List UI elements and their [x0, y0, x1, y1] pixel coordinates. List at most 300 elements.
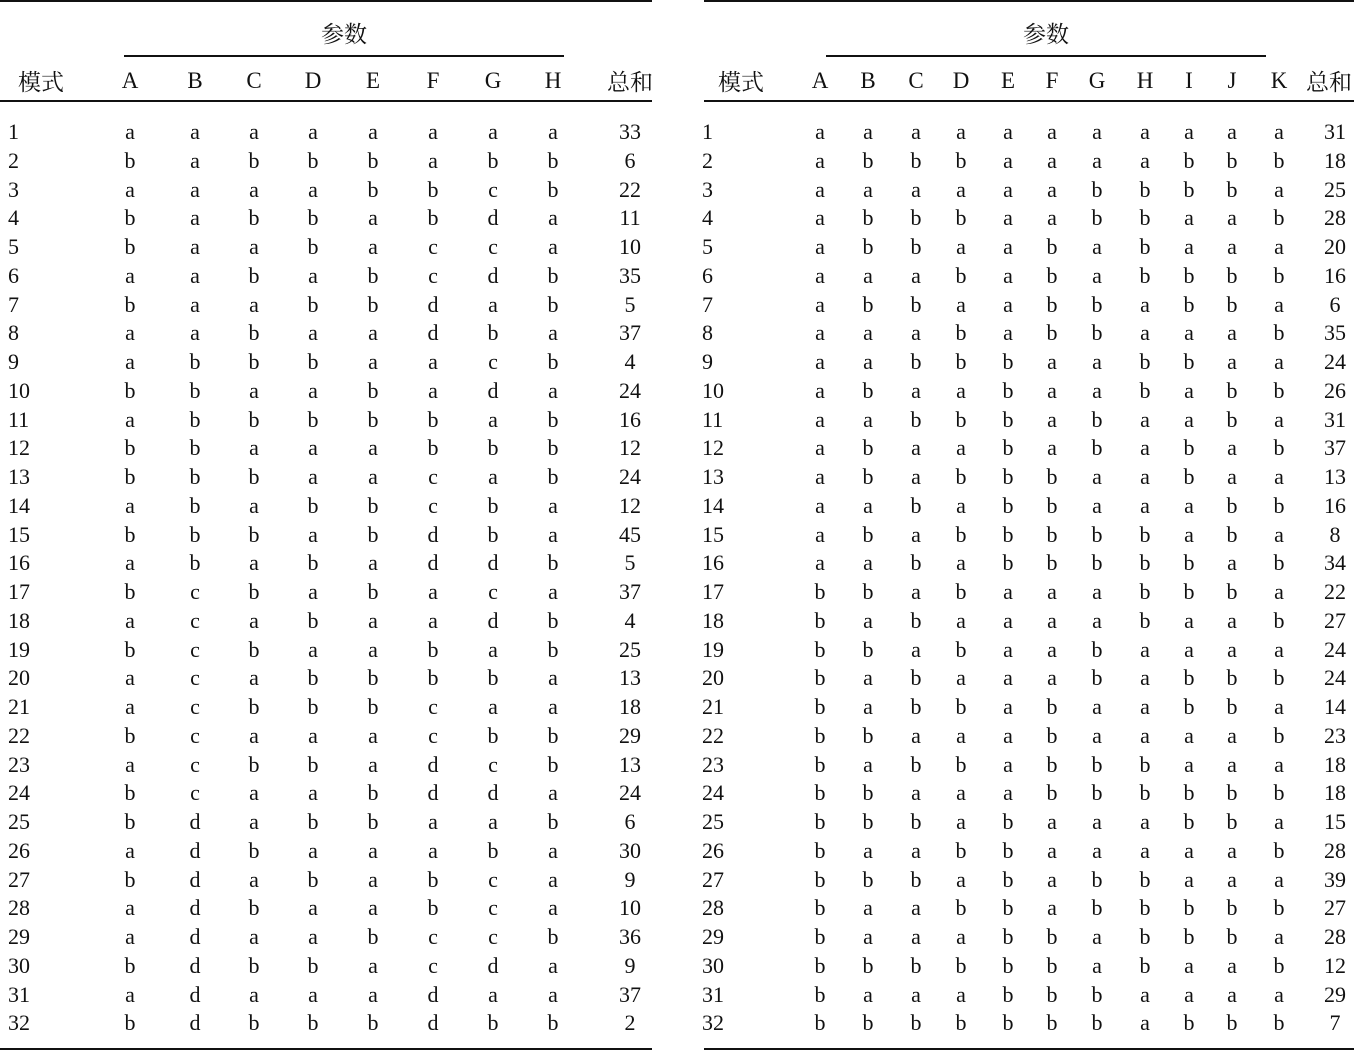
param-value-a: a [815, 320, 825, 346]
param-value-c: a [911, 119, 921, 144]
total-value: 9 [624, 952, 636, 978]
total-value: 10 [619, 895, 641, 921]
param-value-i: b [1183, 176, 1195, 202]
total-value: 24 [619, 377, 641, 403]
total-value: 37 [1324, 435, 1346, 461]
param-value-h: a [548, 492, 558, 518]
param-value-b: a [863, 262, 873, 288]
param-value-i: b [1183, 464, 1195, 489]
total-value: 18 [619, 694, 641, 719]
param-value-g: a [1092, 694, 1102, 719]
param-value-i: a [1184, 981, 1194, 1007]
param-value-g: a [488, 809, 498, 834]
param-value-h: b [1139, 780, 1151, 806]
mode-number: 3 [702, 176, 713, 202]
total-value: 2 [624, 1010, 636, 1036]
param-value-b: d [189, 981, 201, 1007]
param-value-b: b [189, 464, 201, 489]
param-value-a: b [124, 866, 136, 892]
param-value-i: b [1183, 147, 1195, 173]
param-value-h: a [1140, 320, 1150, 346]
param-value-e: b [1002, 866, 1014, 892]
param-value-a: b [814, 579, 826, 604]
total-value: 27 [1324, 607, 1346, 633]
param-value-k: a [1274, 234, 1284, 259]
param-value-g: b [1091, 291, 1103, 317]
total-value: 11 [619, 205, 641, 231]
param-value-g: a [1092, 809, 1102, 834]
param-value-a: a [125, 924, 135, 949]
param-value-f: a [428, 579, 438, 604]
param-value-a: b [124, 234, 136, 259]
param-value-j: a [1227, 607, 1237, 633]
param-value-g: a [488, 981, 498, 1007]
param-value-i: a [1184, 722, 1194, 748]
param-value-h: b [547, 722, 559, 748]
param-value-d: b [955, 1010, 967, 1036]
total-value: 16 [619, 406, 641, 432]
param-value-d: a [308, 176, 318, 202]
param-value-d: b [955, 349, 967, 374]
param-value-b: a [863, 665, 873, 691]
param-value-e: a [368, 837, 378, 863]
param-value-d: b [955, 636, 967, 662]
param-value-a: b [814, 636, 826, 662]
mode-number: 15 [702, 521, 724, 547]
param-value-g: b [1091, 780, 1103, 806]
param-value-d: b [955, 464, 967, 489]
param-value-a: a [125, 492, 135, 518]
param-value-c: b [910, 234, 922, 259]
group-header-params: 参数 [321, 22, 367, 47]
param-value-f: b [1046, 464, 1058, 489]
param-value-g: a [488, 119, 498, 144]
param-value-d: a [956, 809, 966, 834]
param-value-a: a [815, 291, 825, 317]
param-value-a: b [814, 1010, 826, 1036]
param-value-b: a [863, 981, 873, 1007]
param-value-f: a [1047, 665, 1057, 691]
param-value-g: b [487, 665, 499, 691]
param-value-d: a [956, 665, 966, 691]
param-value-c: a [911, 780, 921, 806]
param-value-h: a [548, 234, 558, 259]
param-value-d: a [308, 981, 318, 1007]
param-value-c: b [910, 1010, 922, 1036]
param-value-i: b [1183, 924, 1195, 949]
param-value-j: a [1227, 981, 1237, 1007]
param-value-f: c [428, 722, 438, 748]
param-value-a: a [815, 406, 825, 432]
param-value-k: b [1273, 1010, 1285, 1036]
param-value-a: b [124, 464, 136, 489]
param-value-h: a [548, 694, 558, 719]
param-value-k: a [1274, 751, 1284, 777]
param-value-d: a [956, 176, 966, 202]
param-value-g: a [1092, 837, 1102, 863]
mode-number: 20 [702, 665, 724, 691]
param-value-b: a [863, 320, 873, 346]
param-header-c: C [908, 68, 924, 93]
param-value-j: b [1226, 809, 1238, 834]
param-value-c: b [910, 809, 922, 834]
param-value-k: a [1274, 924, 1284, 949]
param-value-d: b [307, 809, 319, 834]
param-value-c: a [249, 492, 259, 518]
param-value-f: d [427, 521, 439, 547]
param-value-e: b [367, 1010, 379, 1036]
param-value-d: a [956, 981, 966, 1007]
param-value-b: c [190, 694, 200, 719]
total-value: 45 [619, 521, 641, 547]
param-value-k: b [1273, 205, 1285, 231]
param-value-g: b [1091, 406, 1103, 432]
param-value-f: b [1046, 952, 1058, 978]
param-value-h: b [1139, 521, 1151, 547]
param-value-b: a [863, 895, 873, 921]
total-column-header: 总和 [607, 70, 653, 95]
total-value: 6 [624, 809, 636, 834]
param-value-e: a [368, 607, 378, 633]
param-value-c: a [249, 924, 259, 949]
param-value-g: a [1092, 607, 1102, 633]
mode-number: 16 [8, 550, 30, 576]
param-value-e: a [368, 464, 378, 489]
total-value: 6 [1329, 291, 1341, 317]
mode-column-header: 模式 [718, 70, 764, 95]
param-value-b: c [190, 751, 200, 777]
total-value: 5 [624, 291, 636, 317]
param-value-a: a [125, 406, 135, 432]
mode-number: 14 [8, 492, 30, 518]
mode-number: 6 [8, 262, 19, 288]
param-value-a: b [814, 722, 826, 748]
param-value-g: c [488, 895, 498, 921]
param-value-e: b [367, 406, 379, 432]
param-value-j: a [1227, 234, 1237, 259]
total-value: 16 [1324, 492, 1346, 518]
param-value-h: a [548, 665, 558, 691]
param-value-a: b [124, 435, 136, 461]
param-value-f: a [1047, 176, 1057, 202]
param-value-d: a [308, 924, 318, 949]
total-value: 39 [1324, 866, 1346, 892]
param-value-f: d [427, 1010, 439, 1036]
mode-number: 22 [702, 722, 724, 748]
param-value-j: a [1227, 435, 1237, 461]
param-value-d: a [308, 435, 318, 461]
param-value-d: b [955, 952, 967, 978]
param-value-e: b [1002, 924, 1014, 949]
total-value: 25 [1324, 176, 1346, 202]
param-value-e: b [1002, 550, 1014, 576]
param-value-d: b [955, 521, 967, 547]
param-header-f: F [1045, 68, 1059, 93]
mode-number: 25 [8, 809, 30, 834]
mode-number: 19 [8, 636, 30, 662]
param-value-g: a [1092, 464, 1102, 489]
param-value-c: a [911, 579, 921, 604]
param-value-b: c [190, 780, 200, 806]
param-value-c: a [911, 262, 921, 288]
param-value-h: a [548, 952, 558, 978]
mode-number: 10 [702, 377, 724, 403]
param-value-d: a [308, 895, 318, 921]
param-value-i: b [1183, 435, 1195, 461]
param-value-b: a [863, 607, 873, 633]
param-value-c: b [248, 320, 260, 346]
top-rule [0, 0, 652, 2]
param-header-c: C [246, 68, 262, 93]
param-value-j: b [1226, 291, 1238, 317]
param-value-j: b [1226, 579, 1238, 604]
param-value-c: a [911, 722, 921, 748]
param-value-d: b [955, 262, 967, 288]
bottom-rule [704, 1048, 1354, 1050]
param-value-c: a [249, 176, 259, 202]
param-value-i: a [1184, 205, 1194, 231]
param-value-a: a [815, 435, 825, 461]
mode-number: 8 [8, 320, 19, 346]
param-value-k: b [1273, 147, 1285, 173]
param-header-g: G [484, 68, 502, 93]
param-header-h: H [1136, 68, 1154, 93]
param-value-i: b [1183, 809, 1195, 834]
param-value-d: a [956, 291, 966, 317]
param-value-k: a [1274, 809, 1284, 834]
param-value-e: b [1002, 349, 1014, 374]
param-header-h: H [544, 68, 562, 93]
param-value-e: b [1002, 377, 1014, 403]
param-value-a: b [124, 809, 136, 834]
param-value-j: a [1227, 866, 1237, 892]
mode-number: 29 [8, 924, 30, 949]
param-value-c: a [911, 377, 921, 403]
param-value-c: b [248, 636, 260, 662]
param-value-h: a [1140, 147, 1150, 173]
param-value-f: b [1046, 492, 1058, 518]
param-value-c: a [249, 119, 259, 144]
group-header-params: 参数 [1023, 22, 1069, 47]
param-value-h: a [1140, 636, 1150, 662]
mode-number: 20 [8, 665, 30, 691]
total-value: 27 [1324, 895, 1346, 921]
param-value-h: a [548, 320, 558, 346]
mode-number: 24 [8, 780, 30, 806]
mode-number: 1 [8, 119, 19, 144]
param-value-j: a [1227, 119, 1237, 144]
param-value-h: b [547, 464, 559, 489]
param-value-a: a [815, 349, 825, 374]
param-value-k: b [1273, 780, 1285, 806]
total-value: 31 [1324, 406, 1346, 432]
total-value: 34 [1324, 550, 1346, 576]
param-value-e: b [367, 176, 379, 202]
param-value-g: a [488, 694, 498, 719]
param-value-g: a [488, 291, 498, 317]
param-value-d: a [308, 119, 318, 144]
param-value-f: b [427, 435, 439, 461]
param-value-f: b [1046, 291, 1058, 317]
param-value-d: b [307, 665, 319, 691]
param-value-k: a [1274, 636, 1284, 662]
param-value-e: b [1002, 809, 1014, 834]
param-value-c: a [249, 291, 259, 317]
total-value: 15 [1324, 809, 1346, 834]
param-value-e: b [1002, 1010, 1014, 1036]
param-value-c: b [248, 895, 260, 921]
param-value-b: a [863, 119, 873, 144]
mode-number: 29 [702, 924, 724, 949]
param-value-a: b [124, 521, 136, 547]
param-value-i: b [1183, 694, 1195, 719]
param-value-g: a [488, 464, 498, 489]
param-value-g: b [487, 320, 499, 346]
param-value-d: a [308, 636, 318, 662]
param-value-d: a [956, 234, 966, 259]
param-value-f: a [1047, 895, 1057, 921]
mode-number: 5 [8, 234, 19, 259]
param-value-c: b [910, 291, 922, 317]
total-value: 12 [619, 435, 641, 461]
mode-column-header: 模式 [18, 70, 64, 95]
param-value-e: b [367, 665, 379, 691]
total-value: 31 [1324, 119, 1346, 144]
param-value-i: a [1184, 406, 1194, 432]
param-value-e: b [367, 492, 379, 518]
param-value-h: b [1139, 349, 1151, 374]
param-value-c: b [248, 751, 260, 777]
param-value-k: a [1274, 349, 1284, 374]
mode-number: 22 [8, 722, 30, 748]
mode-number: 13 [702, 464, 724, 489]
param-value-c: a [249, 866, 259, 892]
total-value: 8 [1329, 521, 1341, 547]
param-value-k: b [1273, 377, 1285, 403]
param-value-d: b [955, 694, 967, 719]
param-value-b: b [189, 377, 201, 403]
param-value-e: a [368, 895, 378, 921]
param-value-f: b [427, 895, 439, 921]
param-value-b: b [862, 234, 874, 259]
param-value-a: b [124, 205, 136, 231]
param-value-g: d [487, 607, 499, 633]
param-value-a: a [125, 837, 135, 863]
param-value-b: b [862, 521, 874, 547]
param-value-h: a [1140, 492, 1150, 518]
param-value-f: d [427, 291, 439, 317]
param-value-b: b [862, 205, 874, 231]
mode-number: 5 [702, 234, 713, 259]
param-value-g: c [488, 349, 498, 374]
mode-number: 27 [702, 866, 724, 892]
param-value-e: a [1003, 665, 1013, 691]
param-value-c: a [249, 435, 259, 461]
param-value-h: a [1140, 1010, 1150, 1036]
param-value-f: c [428, 694, 438, 719]
param-value-a: b [814, 895, 826, 921]
param-value-h: a [548, 866, 558, 892]
total-value: 23 [1324, 722, 1346, 748]
param-value-d: b [955, 895, 967, 921]
param-value-i: b [1183, 349, 1195, 374]
total-value: 12 [619, 492, 641, 518]
param-header-f: F [426, 68, 440, 93]
mode-number: 2 [702, 147, 713, 173]
param-value-g: a [1092, 952, 1102, 978]
mode-number: 19 [702, 636, 724, 662]
mode-number: 18 [702, 607, 724, 633]
param-value-f: a [1047, 607, 1057, 633]
param-value-f: b [427, 636, 439, 662]
total-value: 28 [1324, 924, 1346, 949]
param-value-k: b [1273, 550, 1285, 576]
param-value-b: b [189, 521, 201, 547]
param-value-b: a [190, 205, 200, 231]
param-value-h: b [547, 636, 559, 662]
param-value-d: a [956, 722, 966, 748]
param-value-g: b [1091, 636, 1103, 662]
param-value-c: b [910, 349, 922, 374]
param-value-a: a [815, 492, 825, 518]
param-value-e: a [1003, 722, 1013, 748]
param-value-g: a [1092, 262, 1102, 288]
param-header-i: I [1185, 68, 1193, 93]
total-value: 29 [619, 722, 641, 748]
param-value-h: a [1140, 435, 1150, 461]
param-value-a: b [814, 837, 826, 863]
param-value-h: b [547, 291, 559, 317]
param-value-h: b [1139, 751, 1151, 777]
param-value-c: b [248, 147, 260, 173]
param-value-f: d [427, 780, 439, 806]
param-value-h: b [1139, 924, 1151, 949]
param-value-k: a [1274, 981, 1284, 1007]
param-value-a: b [814, 780, 826, 806]
param-value-b: a [863, 550, 873, 576]
mode-number: 17 [702, 579, 724, 604]
param-value-c: a [911, 636, 921, 662]
param-value-c: b [910, 607, 922, 633]
param-header-k: K [1270, 68, 1288, 93]
param-value-c: b [248, 952, 260, 978]
param-value-e: b [1002, 521, 1014, 547]
param-value-j: b [1226, 377, 1238, 403]
total-value: 26 [1324, 377, 1346, 403]
param-header-a: A [811, 68, 829, 93]
total-value: 28 [1324, 837, 1346, 863]
param-value-e: a [368, 435, 378, 461]
param-value-a: a [815, 176, 825, 202]
param-value-e: b [1002, 837, 1014, 863]
param-value-c: a [249, 550, 259, 576]
param-value-a: b [124, 780, 136, 806]
param-value-e: b [1002, 492, 1014, 518]
param-value-e: a [1003, 607, 1013, 633]
total-value: 37 [619, 579, 641, 604]
param-value-e: a [368, 952, 378, 978]
param-value-h: b [1139, 205, 1151, 231]
param-value-c: b [910, 866, 922, 892]
param-value-f: a [428, 349, 438, 374]
param-value-e: b [367, 579, 379, 604]
param-value-i: a [1184, 320, 1194, 346]
param-value-f: a [428, 119, 438, 144]
param-value-f: c [428, 464, 438, 489]
param-value-e: a [368, 205, 378, 231]
mode-number: 31 [702, 981, 724, 1007]
total-value: 33 [619, 119, 641, 144]
